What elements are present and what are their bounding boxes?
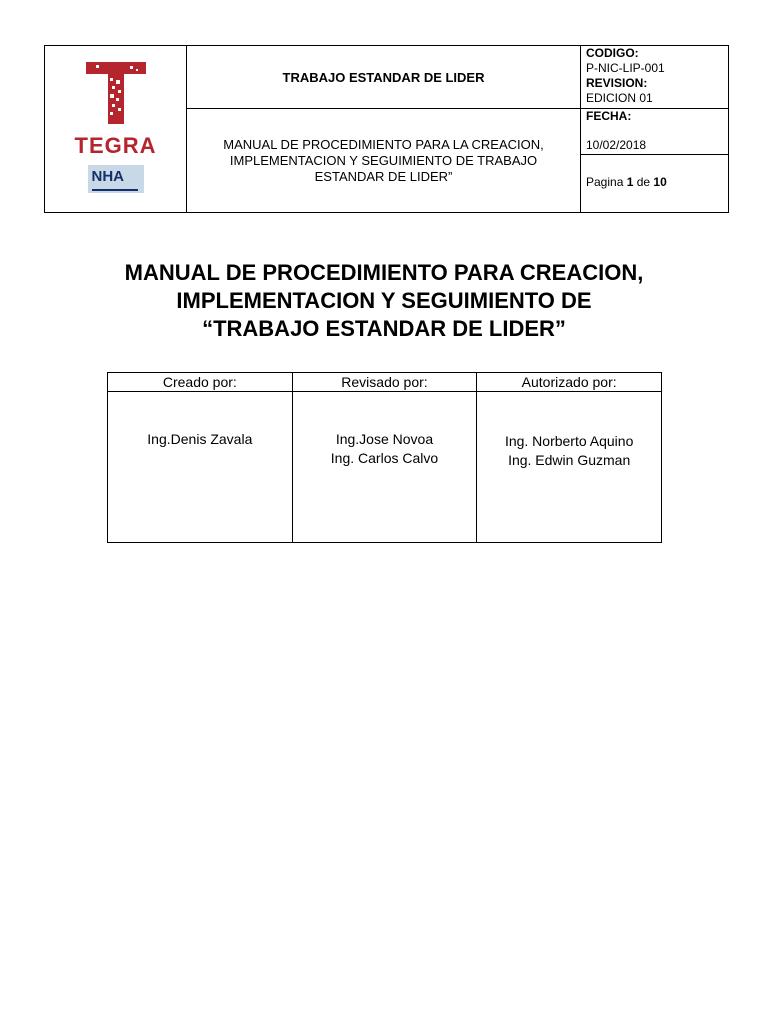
tegra-logo-text: TEGRA [74, 133, 157, 158]
subtitle-line: IMPLEMENTACION Y SEGUIMIENTO DE TRABAJO [229, 152, 538, 168]
nha-logo-text: NHA [91, 168, 124, 185]
authorized-by-name: Ing. Norberto Aquino [504, 433, 634, 449]
revision-value: EDICION 01 [586, 91, 653, 105]
page-current: 1 [626, 175, 634, 189]
authorized-by-header: Autorizado por: [477, 373, 662, 392]
page-prefix: Pagina [586, 175, 627, 189]
reviewed-by-name: Ing. Carlos Calvo [330, 450, 439, 466]
title-line: MANUAL DE PROCEDIMIENTO PARA CREACION, [124, 260, 644, 285]
codigo-revision-cell [581, 46, 729, 109]
logo-cell [45, 46, 187, 213]
created-by-cell [108, 392, 293, 543]
title-line: “TRABAJO ESTANDAR DE LIDER” [202, 316, 566, 341]
page-mid: de [633, 175, 654, 189]
subtitle-line: MANUAL DE PROCEDIMIENTO PARA LA CREACION, [223, 136, 544, 152]
page-number [581, 155, 728, 189]
created-by-name: Ing.Denis Zavala [147, 431, 253, 447]
fecha-page-cell [581, 109, 729, 213]
reviewed-by-header: Revisado por: [292, 373, 477, 392]
fecha-value: 10/02/2018 [586, 138, 647, 152]
document-header [44, 45, 729, 213]
signature-table [107, 372, 662, 543]
reviewed-by-cell [292, 392, 477, 543]
header-title: TRABAJO ESTANDAR DE LIDER [187, 46, 581, 109]
fecha-label: FECHA: [586, 109, 632, 123]
created-by-header: Creado por: [108, 373, 293, 392]
authorized-by-cell [477, 392, 662, 543]
page-total: 10 [653, 175, 667, 189]
subtitle-line: ESTANDAR DE LIDER” [314, 168, 453, 184]
authorized-by-name: Ing. Edwin Guzman [508, 452, 631, 468]
tegra-t-logo-icon [84, 60, 148, 126]
nha-logo [88, 165, 144, 193]
document-title [60, 259, 708, 343]
reviewed-by-name: Ing.Jose Novoa [335, 431, 434, 447]
codigo-value: P-NIC-LIP-001 [586, 61, 665, 75]
revision-label: REVISION: [586, 76, 648, 90]
title-line: IMPLEMENTACION Y SEGUIMIENTO DE [176, 288, 592, 313]
header-subtitle [187, 109, 581, 213]
codigo-label: CODIGO: [586, 46, 639, 60]
